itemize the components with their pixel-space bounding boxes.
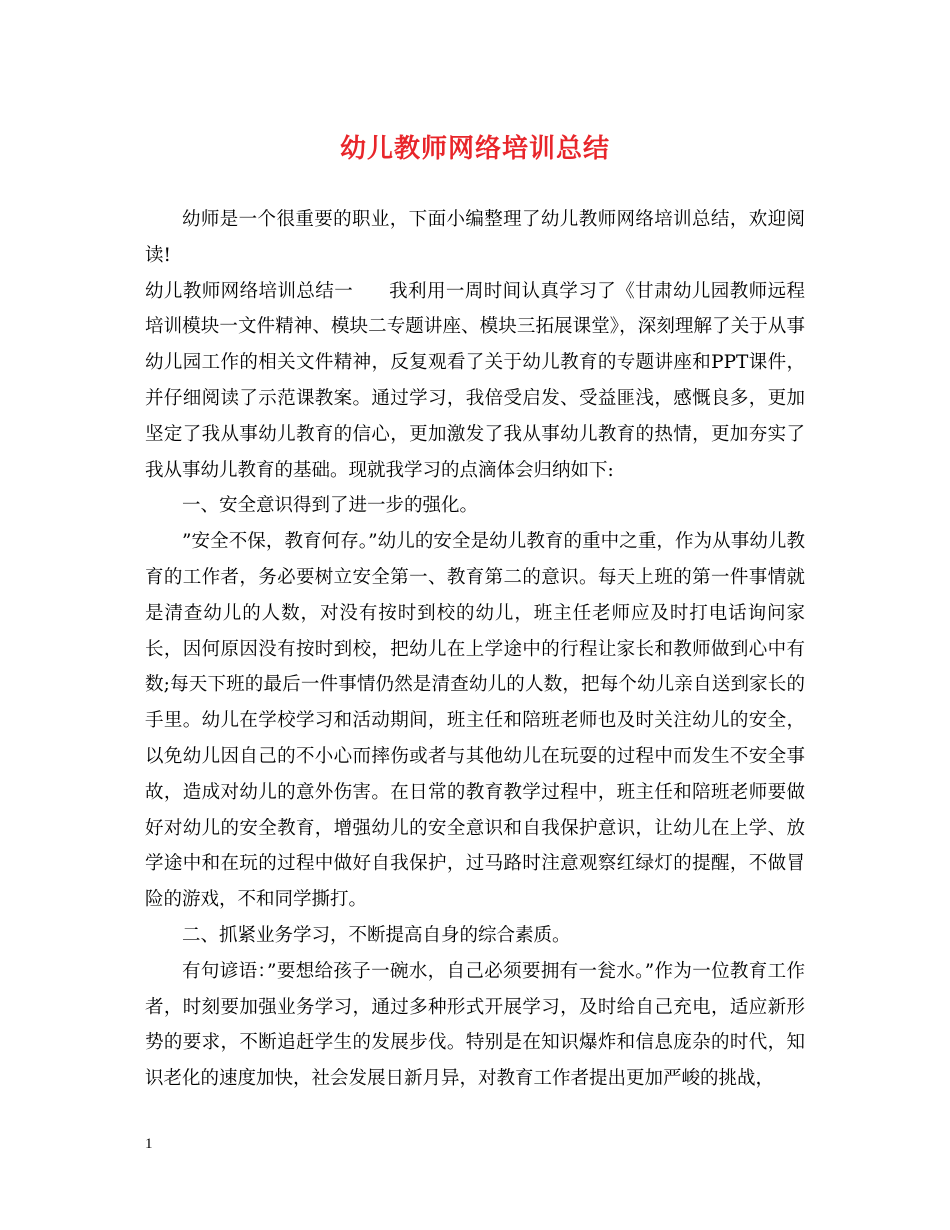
point1-heading: 一、安全意识得到了进一步的强化。	[182, 495, 479, 517]
document-title: 幼儿教师网络培训总结	[339, 134, 610, 164]
section1-text: 我利用一周时间认真学习了《甘肃幼儿园教师远程培训模块一文件精神、模块二专题讲座、模块三拓展课堂》，深刻理解了关于从事幼儿园工作的相关文件精神，反复观看了关于幼儿教育的专题讲座和PPT课件，并仔细阅读了示范课教案。通过学习，我倍受启发、受益匪浅，感慨良多，更加坚定了我从事幼儿教育的信心，更加激发了我从事幼儿教育的热情，更加夯实了我从事幼儿教育的基础。现就我学习的点滴体会归纳如下:	[145, 280, 805, 481]
page-number: 1	[145, 1136, 153, 1152]
intro-paragraph: 幼师是一个很重要的职业，下面小编整理了幼儿教师网络培训总结，欢迎阅读!	[145, 209, 805, 266]
document-body	[145, 202, 805, 1097]
section1-heading: 幼儿教师网络培训总结一	[145, 280, 354, 302]
point2-heading: 二、抓紧业务学习，不断提高自身的综合素质。	[182, 924, 571, 946]
point1-paragraph: ”安全不保，教育何存。”幼儿的安全是幼儿教育的重中之重，作为从事幼儿教育的工作者，务必要树立安全第一、教育第二的意识。每天上班的第一件事情就是清查幼儿的人数，对没有按时到校的幼儿，班主任老师应及时打电话询问家长，因何原因没有按时到校，把幼儿在上学途中的行程让家长和教师做到心中有数;每天下班的最后一件事情仍然是清查幼儿的人数，把每个幼儿亲自送到家长的手里。幼儿在学校学习和活动期间，班主任和陪班老师也及时关注幼儿的安全，以免幼儿因自己的不小心而摔伤或者与其他幼儿在玩耍的过程中而发生不安全事故，造成对幼儿的意外伤害。在日常的教育教学过程中，班主任和陪班老师要做好对幼儿的安全教育，增强幼儿的安全意识和自我保护意识，让幼儿在上学、放学途中和在玩的过程中做好自我保护，过马路时注意观察红绿灯的提醒，不做冒险的游戏，不和同学撕打。	[145, 531, 805, 911]
point2-paragraph: 有句谚语：”要想给孩子一碗水，自己必须要拥有一瓮水。”作为一位教育工作者，时刻要加强业务学习，通过多种形式开展学习，及时给自己充电，适应新形势的要求，不断追赶学生的发展步伐。特别是在知识爆炸和信息庞杂的时代，知识老化的速度加快，社会发展日新月异，对教育工作者提出更加严峻的挑战，	[145, 960, 805, 1090]
section1-paragraph	[145, 274, 805, 489]
